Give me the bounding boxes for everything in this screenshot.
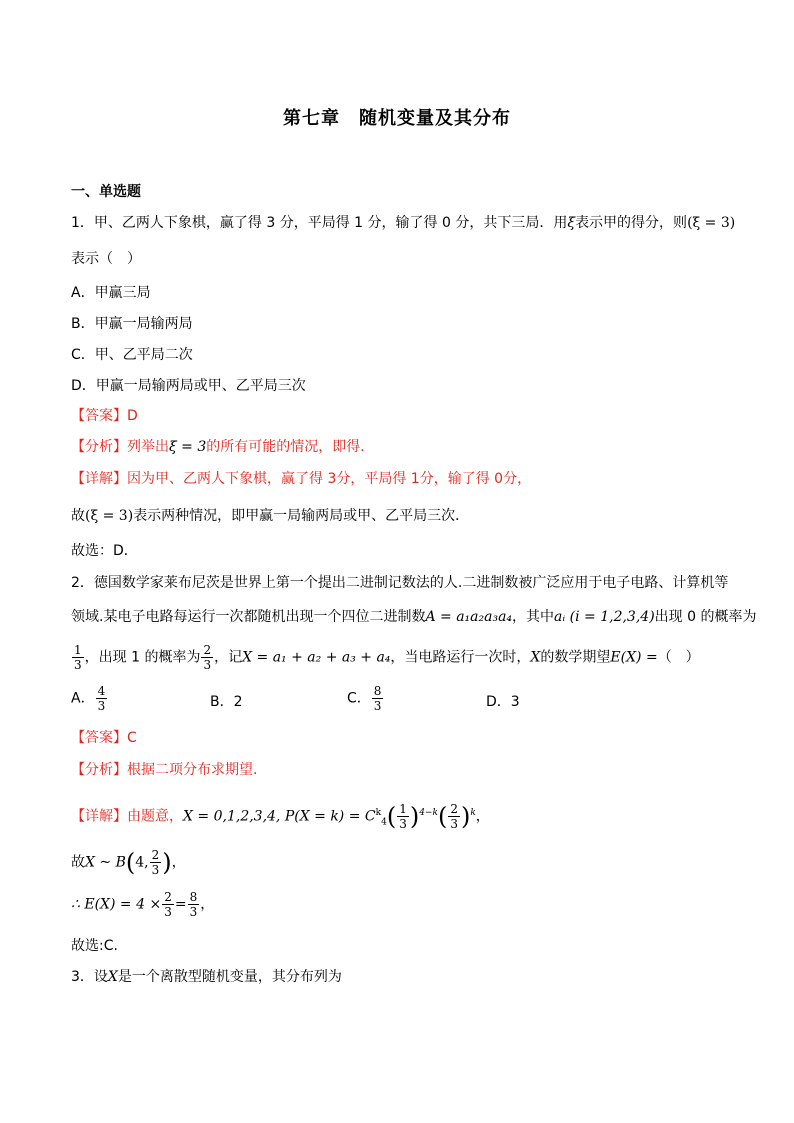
frac-num: 1 bbox=[399, 802, 407, 816]
q2-choose: 故选:C. bbox=[71, 938, 118, 954]
frac-den: 3 bbox=[189, 905, 198, 919]
detail-power: 4−k bbox=[419, 807, 438, 818]
frac-num: 4 bbox=[97, 684, 106, 698]
frac-den: 3 bbox=[74, 658, 82, 672]
detail-condition: (ξ = 3) bbox=[85, 508, 134, 524]
frac-num: 2 bbox=[203, 643, 212, 657]
frac-num: 2 bbox=[164, 890, 172, 904]
q1-option-a: A．甲赢三局 bbox=[71, 285, 151, 301]
paren-close: ) bbox=[409, 802, 420, 831]
frac-num: 2 bbox=[151, 848, 160, 862]
frac-den: 3 bbox=[450, 817, 458, 831]
detail-equation: X = 0,1,2,3,4, P(X = k) = C bbox=[183, 808, 376, 825]
q2-option-b: B．2 bbox=[210, 694, 243, 710]
analysis-text-b: 的所有可能的情况，即得. bbox=[206, 439, 365, 455]
detail-n: 4, bbox=[135, 854, 149, 871]
q1-xi: ξ bbox=[567, 215, 576, 231]
q1-detail-line1 bbox=[71, 468, 531, 488]
frac-den: 3 bbox=[203, 658, 212, 672]
detail-binomial: X ~ B bbox=[85, 854, 126, 871]
q2-text-b: ，记 bbox=[214, 649, 243, 666]
frac-num: 8 bbox=[189, 890, 198, 904]
q2-text-c: 出现 0 的概率为 bbox=[654, 609, 757, 625]
q1-answer bbox=[71, 405, 138, 425]
q2-stem-line2 bbox=[71, 606, 756, 626]
q2-text-c: ，当电路运行一次时， bbox=[390, 649, 531, 666]
detail-text-b: 表示两种情况，即甲赢一局输两局或甲、乙平局三次． bbox=[133, 508, 470, 524]
frac-den: 3 bbox=[97, 699, 106, 713]
q1-analysis bbox=[71, 436, 365, 456]
detail-tag: 【详解】 bbox=[71, 808, 127, 825]
answer-tag: 【答案】 bbox=[71, 408, 127, 424]
detail-text: 因为甲、乙两人下象棋，赢了得 3分，平局得 1分，输了得 0分， bbox=[127, 471, 532, 487]
frac-den: 3 bbox=[164, 905, 172, 919]
detail-text: 故 bbox=[71, 508, 85, 524]
analysis-tag: 【分析】 bbox=[71, 439, 127, 455]
paren-open: ( bbox=[386, 802, 397, 831]
q3-variable: X bbox=[107, 969, 118, 985]
paren-open: ( bbox=[437, 802, 448, 831]
detail-comma: ， bbox=[171, 854, 186, 871]
frac-den: 3 bbox=[151, 863, 160, 877]
detail-c-sup: k bbox=[375, 807, 382, 818]
q1-stem-text-b: 表示甲的得分，则 bbox=[575, 215, 688, 231]
q2-stem-line1: 2．德国数学家莱布尼茨是世界上第一个提出二进制记数法的人.二进制数被广泛应用于电子电路、计算机等 bbox=[71, 575, 729, 591]
detail-equals: = bbox=[174, 896, 187, 913]
answer-tag: 【答案】 bbox=[71, 730, 127, 746]
detail-frac-two-thirds bbox=[150, 848, 162, 877]
detail-power: k bbox=[470, 807, 476, 818]
paren-open: ( bbox=[125, 848, 136, 877]
detail-frac-one-third bbox=[397, 802, 409, 831]
q1-detail-line2 bbox=[71, 505, 469, 525]
answer-value: C bbox=[127, 730, 137, 746]
option-label: C． bbox=[347, 690, 371, 707]
analysis-equation: ξ = 3 bbox=[169, 439, 207, 455]
detail-text: 故 bbox=[71, 854, 85, 871]
q2-sum-equation: X = a₁ + a₂ + a₃ + a₄ bbox=[242, 649, 391, 666]
q2-detail-line1 bbox=[71, 802, 490, 831]
q1-option-d: D．甲赢一局输两局或甲、乙平局三次 bbox=[71, 378, 306, 394]
frac-den: 3 bbox=[373, 699, 382, 713]
q2-answer bbox=[71, 727, 137, 747]
q1-stem-line1 bbox=[71, 212, 735, 232]
q2-variable: X bbox=[530, 649, 541, 666]
answer-value: D bbox=[127, 408, 138, 424]
q2-expectation: E(X) = bbox=[610, 649, 658, 666]
q2-text-d: 的数学期望 bbox=[540, 649, 611, 666]
q2-text-e: （ ） bbox=[657, 649, 700, 666]
detail-frac-eight-thirds bbox=[188, 890, 200, 919]
option-label: A． bbox=[71, 690, 95, 707]
frac-num: 8 bbox=[373, 684, 382, 698]
q2-option-a bbox=[71, 684, 108, 713]
paren-close: ) bbox=[460, 802, 471, 831]
analysis-text: 列举出 bbox=[127, 439, 169, 455]
detail-comma: ， bbox=[475, 808, 490, 825]
detail-comma: ， bbox=[200, 896, 215, 913]
analysis-text: 根据二项分布求期望. bbox=[127, 762, 258, 778]
page-title: 第七章 随机变量及其分布 bbox=[283, 108, 511, 129]
detail-tag: 【详解】 bbox=[71, 471, 127, 487]
q2-detail-line2 bbox=[71, 848, 186, 877]
q1-stem-text: 1．甲、乙两人下象棋，赢了得 3 分，平局得 1 分，输了得 0 分，共下三局．用 bbox=[71, 215, 568, 231]
q2-option-d: D．3 bbox=[486, 694, 520, 710]
q2-text-b: ，其中 bbox=[512, 609, 555, 625]
q3-stem bbox=[71, 966, 342, 986]
option-a-frac bbox=[96, 684, 108, 713]
q1-option-c: C．甲、乙平局二次 bbox=[71, 347, 193, 363]
analysis-tag: 【分析】 bbox=[71, 762, 127, 778]
q1-option-b: B．甲赢一局输两局 bbox=[71, 316, 193, 332]
detail-frac-two-thirds bbox=[162, 890, 174, 919]
detail-c-sub: 4 bbox=[381, 817, 387, 828]
q2-stem-line3 bbox=[71, 643, 700, 672]
q1-condition: (ξ = 3) bbox=[687, 215, 736, 231]
q1-choose: 故选：D． bbox=[71, 543, 138, 559]
frac-num: 2 bbox=[450, 802, 458, 816]
detail-expectation: ∴ E(X) = 4 × bbox=[71, 896, 162, 913]
q1-stem-line2: 表示（ ） bbox=[71, 251, 141, 267]
q2-text: 领域.某电子电路每运行一次都随机出现一个四位二进制数 bbox=[71, 609, 426, 625]
section-heading: 一、单选题 bbox=[71, 184, 141, 200]
q2-detail-line3 bbox=[71, 890, 214, 919]
q2-option-c bbox=[347, 684, 384, 713]
frac-one-third bbox=[72, 643, 84, 672]
q2-analysis bbox=[71, 759, 257, 779]
detail-text: 由题意， bbox=[127, 808, 183, 825]
frac-den: 3 bbox=[399, 817, 407, 831]
option-c-frac bbox=[372, 684, 384, 713]
q2-binary-number: A = a₁a₂a₃a₄ bbox=[425, 609, 513, 625]
q3-text-b: 是一个离散型随机变量，其分布列为 bbox=[117, 969, 342, 985]
paren-close: ) bbox=[162, 848, 172, 877]
q3-text: 3．设 bbox=[71, 969, 108, 985]
q2-text: ，出现 1 的概率为 bbox=[84, 649, 201, 666]
detail-frac-two-thirds bbox=[448, 802, 460, 831]
q2-digit: aᵢ (i = 1,2,3,4) bbox=[554, 609, 655, 625]
frac-two-thirds bbox=[201, 643, 213, 672]
frac-num: 1 bbox=[74, 643, 82, 657]
